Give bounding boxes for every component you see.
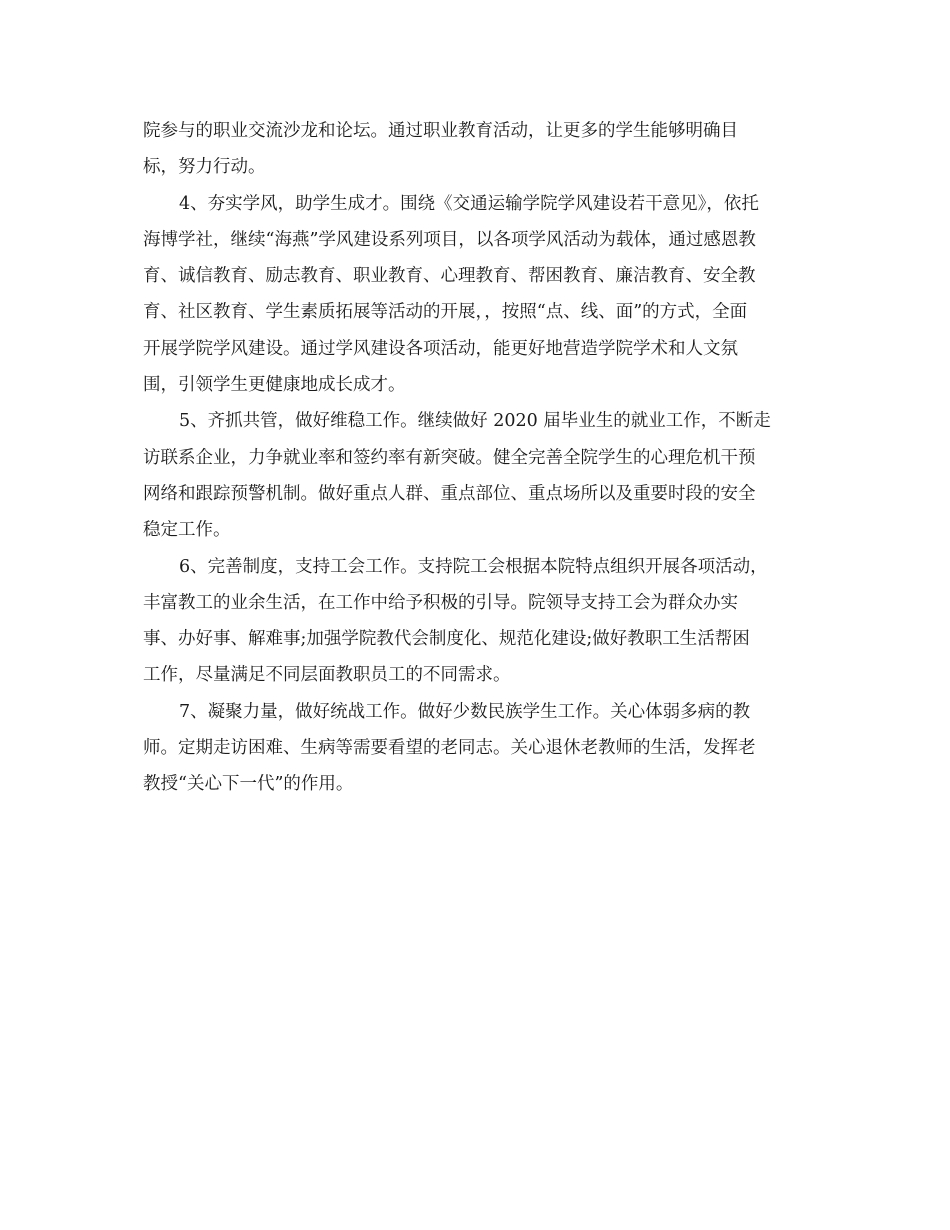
text-line: 海博学社，继续“海燕”学风建设系列项目，以各项学风活动为载体，通过感恩教: [143, 229, 756, 250]
paragraph-item-7: [143, 694, 805, 803]
text-line: 开展学院学风建设。通过学风建设各项活动，能更好地营造学院学术和人文氛: [143, 338, 738, 359]
paragraph-item-5: [143, 403, 805, 548]
paragraph-item-6: [143, 549, 805, 694]
text-line: 标，努力行动。: [143, 157, 266, 178]
text-line: 访联系企业，力争就业率和签约率有新突破。健全完善全院学生的心理危机干预: [143, 447, 756, 468]
text-line: 事、办好事、解难事;加强学院教代会制度化、规范化建设;做好教职工生活帮困: [143, 629, 750, 650]
text-line: 网络和跟踪预警机制。做好重点人群、重点部位、重点场所以及重要时段的安全: [143, 483, 756, 504]
text-line: 育、社区教育、学生素质拓展等活动的开展，，按照“点、线、面”的方式，全面: [143, 302, 748, 323]
paragraph-item-4: [143, 186, 805, 404]
text-line: 围，引领学生更健康地成长成才。: [143, 375, 406, 396]
text-line: 教授“关心下一代”的作用。: [143, 774, 354, 795]
text-line: 师。定期走访困难、生病等需要看望的老同志。关心退休老教师的生活，发挥老: [143, 738, 756, 759]
text-line: 7、凝聚力量，做好统战工作。做好少数民族学生工作。关心体弱多病的教: [179, 701, 751, 722]
text-line: 4、夯实学风，助学生成才。围绕《交通运输学院学风建设若干意见》，依托: [179, 193, 759, 214]
text-line: 稳定工作。: [143, 520, 231, 541]
text-line: 丰富教工的业余生活，在工作中给予积极的引导。院领导支持工会为群众办实: [143, 592, 738, 613]
text-line: 育、诚信教育、励志教育、职业教育、心理教育、帮困教育、廉洁教育、安全教: [143, 266, 756, 287]
text-line: 6、完善制度，支持工会工作。支持院工会根据本院特点组织开展各项活动，: [179, 556, 768, 577]
document-body: [143, 113, 805, 803]
text-line: 工作，尽量满足不同层面教职员工的不同需求。: [143, 665, 511, 686]
paragraph-career-education: [143, 113, 805, 186]
text-line: 院参与的职业交流沙龙和论坛。通过职业教育活动，让更多的学生能够明确目: [143, 121, 738, 141]
text-line: 5、齐抓共管，做好维稳工作。继续做好 2020 届毕业生的就业工作，不断走: [179, 411, 771, 432]
